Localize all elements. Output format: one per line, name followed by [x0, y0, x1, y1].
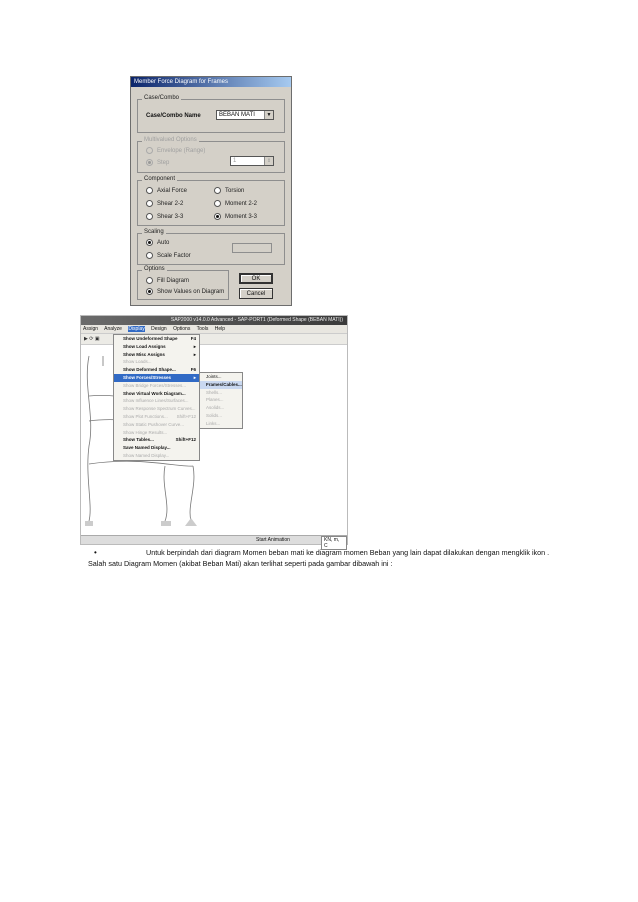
display-menu-item[interactable]: [114, 429, 199, 437]
menu-item-label: Show Tables...: [123, 437, 154, 443]
left-support-icon: [85, 521, 93, 526]
shear22-radio[interactable]: [146, 200, 183, 207]
left-column: [87, 356, 90, 521]
radio-icon: [146, 147, 153, 154]
case-combo-group: [137, 95, 285, 133]
radio-icon: [214, 187, 221, 194]
menu-item-label: Show Loads...: [123, 359, 152, 365]
radio-icon: [146, 200, 153, 207]
scaling-group: [137, 229, 285, 265]
display-menu-item[interactable]: [114, 390, 199, 398]
menu-help[interactable]: Help: [214, 326, 226, 332]
radio-selected-icon: [214, 213, 221, 220]
menu-item-shortcut: F6: [190, 367, 196, 373]
sap2000-window: [80, 315, 348, 549]
run-icon[interactable]: ▶: [84, 336, 88, 342]
menu-options[interactable]: Options: [173, 326, 191, 332]
ok-button[interactable]: OK: [239, 273, 273, 284]
fill-diagram-radio[interactable]: [146, 277, 189, 284]
app-title: SAP2000 v14.0.0 Advanced - SAP-PORT1 (Deformed Shape (BEBAN MATI)): [81, 316, 347, 325]
step-radio[interactable]: [146, 159, 169, 166]
display-menu-item[interactable]: [114, 351, 199, 359]
radio-icon: [146, 213, 153, 220]
menu-item-shortcut: F4: [190, 336, 196, 341]
beam-3: [89, 461, 193, 466]
mid-support-icon: [161, 521, 171, 526]
multivalued-group: [137, 137, 285, 173]
paragraph-line-2: Salah satu Diagram Momen (akibat Beban Mati) akan terlihat seperti pada gambar dibawah ini :: [88, 559, 393, 568]
submenu-item[interactable]: Joints...: [206, 374, 222, 379]
bullet: •: [94, 548, 97, 557]
torsion-label: Torsion: [225, 188, 245, 195]
menu-item-label: Show Influence Lines/Surfaces...: [123, 398, 189, 404]
right-column: [190, 466, 194, 521]
scaling-legend: Scaling: [144, 229, 164, 235]
multivalued-legend: Multivalued Options: [144, 137, 197, 143]
menu-item-label: Show Misc Assigns: [123, 351, 165, 357]
menu-item-label: Show Static Pushover Curve...: [123, 421, 185, 427]
chevron-down-icon[interactable]: ▼: [264, 111, 273, 119]
options-legend: Options: [144, 266, 165, 272]
display-menu-item[interactable]: [114, 358, 199, 366]
menu-item-label: Show Undeformed Shape: [123, 336, 178, 341]
status-bar: [81, 535, 347, 549]
submenu-item[interactable]: Shells...: [206, 389, 223, 395]
menu-item-shortcut: Shift+F12: [175, 437, 196, 443]
auto-label: Auto: [157, 240, 170, 247]
axial-force-radio[interactable]: [146, 187, 187, 194]
scale-factor-label: Scale Factor: [157, 253, 191, 260]
menu-item-label: Show Virtual Work Diagram...: [123, 390, 186, 396]
options-group: [137, 266, 229, 300]
submenu-item[interactable]: Solids...: [206, 412, 223, 418]
case-combo-name-label: Case/Combo Name: [146, 113, 201, 119]
case-combo-legend: Case/Combo: [144, 95, 180, 101]
case-combo-select[interactable]: [216, 110, 274, 120]
show-values-radio[interactable]: [146, 288, 224, 295]
menu-item-label: Show Plot Functions...: [123, 413, 168, 419]
step-spinner[interactable]: [230, 156, 274, 166]
menu-assign[interactable]: Assign: [83, 326, 99, 332]
menu-item-label: Show Response Spectrum Curves...: [123, 406, 196, 412]
menu-tools[interactable]: Tools: [196, 326, 209, 332]
menu-item-shortcut: ▸: [193, 351, 196, 357]
display-menu-item[interactable]: [114, 335, 199, 343]
envelope-label: Envelope (Range): [157, 148, 206, 155]
step-label: Step: [157, 160, 170, 167]
show-values-label: Show Values on Diagram: [157, 289, 225, 296]
radio-icon: [146, 277, 153, 284]
body-paragraph: [88, 547, 558, 569]
display-menu-item[interactable]: [114, 421, 199, 429]
forces-submenu: [199, 372, 243, 429]
display-menu-item[interactable]: [114, 382, 199, 390]
menu-item-label: Show Named Display...: [123, 452, 170, 458]
mid-column: [164, 466, 167, 521]
axial-force-label: Axial Force: [157, 188, 188, 195]
menu-item-label: Show Forces/Stresses: [123, 374, 172, 380]
menu-display[interactable]: Display: [128, 326, 145, 332]
save-icon[interactable]: ▣: [94, 336, 100, 342]
display-menu-item[interactable]: [114, 343, 199, 351]
radio-icon: [214, 200, 221, 207]
shear22-label: Shear 2-2: [157, 201, 184, 208]
component-legend: Component: [144, 176, 176, 182]
menu-design[interactable]: Design: [151, 326, 167, 332]
moment22-radio[interactable]: [214, 200, 257, 207]
menu-item-shortcut: Shift+F12: [176, 413, 196, 419]
radio-icon: [146, 252, 153, 259]
cancel-button[interactable]: Cancel: [239, 288, 273, 299]
moment33-label: Moment 3-3: [225, 214, 258, 221]
display-menu-item[interactable]: [114, 436, 199, 444]
menu-item-label: Show Hinge Results...: [123, 429, 168, 435]
step-value: 1: [233, 158, 237, 164]
spin-arrows-icon[interactable]: ⇕: [264, 157, 273, 165]
dialog-title: Member Force Diagram for Frames: [131, 77, 291, 87]
display-menu-item[interactable]: [114, 366, 199, 374]
menu-item-shortcut: ▸: [193, 343, 196, 349]
display-menu-item[interactable]: [114, 405, 199, 413]
radio-selected-icon: [146, 239, 153, 246]
submenu-item[interactable]: Asolids...: [206, 405, 225, 411]
display-menu-item[interactable]: [114, 397, 199, 405]
menu-item-label: Show Bridge Forces/Stresses...: [123, 382, 187, 388]
submenu-item[interactable]: Frames/Cables...: [200, 381, 242, 389]
paragraph-line-1: Untuk berpindah dari diagram Momen beban mati ke diagram momen Beban yang lain dapat dilakukan dengan mengklik ikon .: [146, 548, 550, 557]
scale-factor-radio[interactable]: [146, 252, 191, 259]
menu-item-label: Save Named Display...: [123, 445, 171, 451]
deformed-shape-icon[interactable]: ⟳: [89, 336, 94, 342]
auto-radio[interactable]: [146, 239, 169, 246]
display-menu-item[interactable]: [114, 452, 199, 460]
radio-selected-icon: [146, 288, 153, 295]
submenu-item[interactable]: Links...: [206, 420, 221, 426]
moment33-radio[interactable]: [214, 213, 257, 220]
component-group: [137, 176, 285, 226]
display-menu-item[interactable]: [114, 444, 199, 452]
moment22-label: Moment 2-2: [225, 201, 258, 208]
member-force-dialog: [130, 76, 292, 306]
case-combo-value: BEBAN MATI: [219, 112, 255, 118]
radio-selected-icon: [146, 159, 153, 166]
start-animation-button[interactable]: Start Animation: [256, 537, 290, 543]
submenu-item[interactable]: Planes...: [206, 397, 224, 403]
display-menu-item[interactable]: [114, 413, 199, 421]
menu-item-label: Show Deformed Shape...: [123, 367, 176, 373]
right-support-icon: [185, 518, 197, 526]
scale-factor-input[interactable]: [232, 243, 272, 253]
units-select[interactable]: KN, m, C: [321, 536, 347, 550]
radio-icon: [146, 187, 153, 194]
menu-analyze[interactable]: Analyze: [104, 326, 122, 332]
display-menu-item[interactable]: [114, 374, 199, 382]
menu-item-shortcut: ▸: [193, 374, 196, 380]
menu-item-label: Show Load Assigns: [123, 343, 166, 349]
envelope-radio[interactable]: [146, 147, 205, 154]
fill-diagram-label: Fill Diagram: [157, 278, 190, 285]
torsion-radio[interactable]: [214, 187, 244, 194]
display-menu: [113, 334, 200, 461]
shear33-label: Shear 3-3: [157, 214, 184, 221]
shear33-radio[interactable]: [146, 213, 183, 220]
